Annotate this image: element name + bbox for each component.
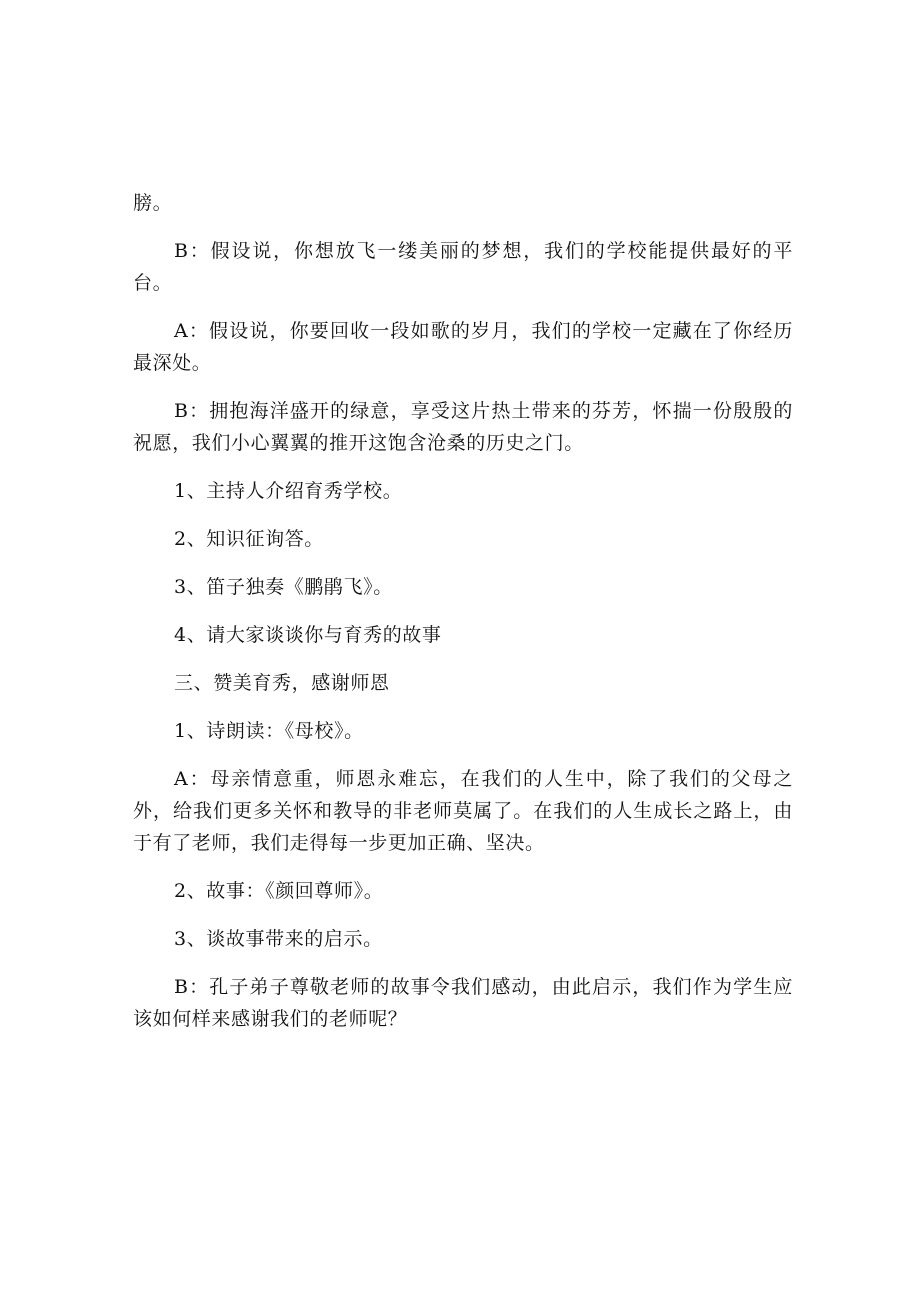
paragraph: 膀。: [133, 192, 173, 214]
paragraph: A：母亲情意重，师恩永难忘，在我们的人生中，除了我们的父母之外，给我们更多关怀和教导的非老师莫属了。在我们的人生成长之路上，由于有了老师，我们走得每一步更加正确、坚决。: [133, 768, 793, 854]
list-item: 3、谈故事带来的启示。: [174, 928, 383, 950]
list-item: 2、故事：《颜回尊师》。: [174, 880, 384, 902]
paragraph: B：假设说，你想放飞一缕美丽的梦想，我们的学校能提供最好的平台。: [133, 240, 793, 294]
list-item: 1、诗朗读：《母校》。: [174, 720, 364, 742]
section-heading: 三、赞美育秀，感谢师恩: [174, 672, 390, 694]
list-item: 4、请大家谈谈你与育秀的故事: [174, 624, 442, 646]
document-body: [133, 187, 793, 1051]
list-item: 3、笛子独奏《鹏鹃飞》。: [174, 576, 393, 598]
list-item: 2、知识征询答。: [174, 528, 324, 550]
list-item: 1、主持人介绍育秀学校。: [174, 480, 403, 502]
paragraph: B：孔子弟子尊敬老师的故事令我们感动，由此启示，我们作为学生应该如何样来感谢我们的老师呢？: [133, 976, 793, 1030]
paragraph: B：拥抱海洋盛开的绿意，享受这片热土带来的芬芳，怀揣一份殷殷的祝愿，我们小心翼翼的推开这饱含沧桑的历史之门。: [133, 400, 793, 454]
paragraph: A：假设说，你要回收一段如歌的岁月，我们的学校一定藏在了你经历最深处。: [133, 320, 793, 374]
